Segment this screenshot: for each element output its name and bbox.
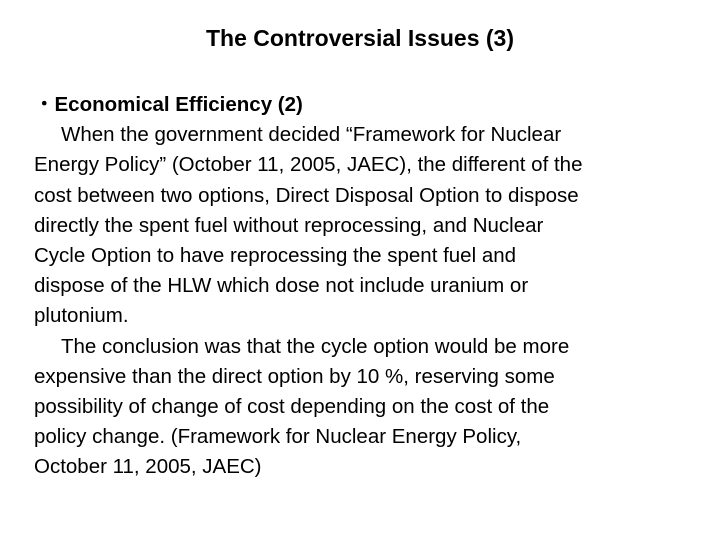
paragraph-2-line-2: expensive than the direct option by 10 %, reserving some [34,364,555,388]
paragraph-1-line-4: directly the spent fuel without reprocessing, and Nuclear [34,213,544,237]
paragraph-1-line-6: dispose of the HLW which dose not include uranium or [34,274,529,298]
paragraph-2-line-5: October 11, 2005, JAEC) [34,455,262,479]
paragraph-1-line-2: Energy Policy” (October 11, 2005, JAEC), the different of the [34,153,583,177]
slide-body [34,90,694,483]
slide-title: The Controversial Issues (3) [205,25,515,51]
section-heading: ・Economical Efficiency (2) [34,93,303,116]
paragraph-2-line-3: possibility of change of cost depending on the cost of the [34,395,550,419]
paragraph-2-line-4: policy change. (Framework for Nuclear Energy Policy, [34,425,522,449]
paragraph-1-line-7: plutonium. [34,304,129,328]
paragraph-2-line-1: The conclusion was that the cycle option would be more [61,334,570,358]
paragraph-1-line-5: Cycle Option to have reprocessing the spent fuel and [34,244,517,268]
paragraph-1-line-1: When the government decided “Framework for Nuclear [61,123,562,147]
paragraph-1-line-3: cost between two options, Direct Disposal Option to dispose [34,183,579,207]
